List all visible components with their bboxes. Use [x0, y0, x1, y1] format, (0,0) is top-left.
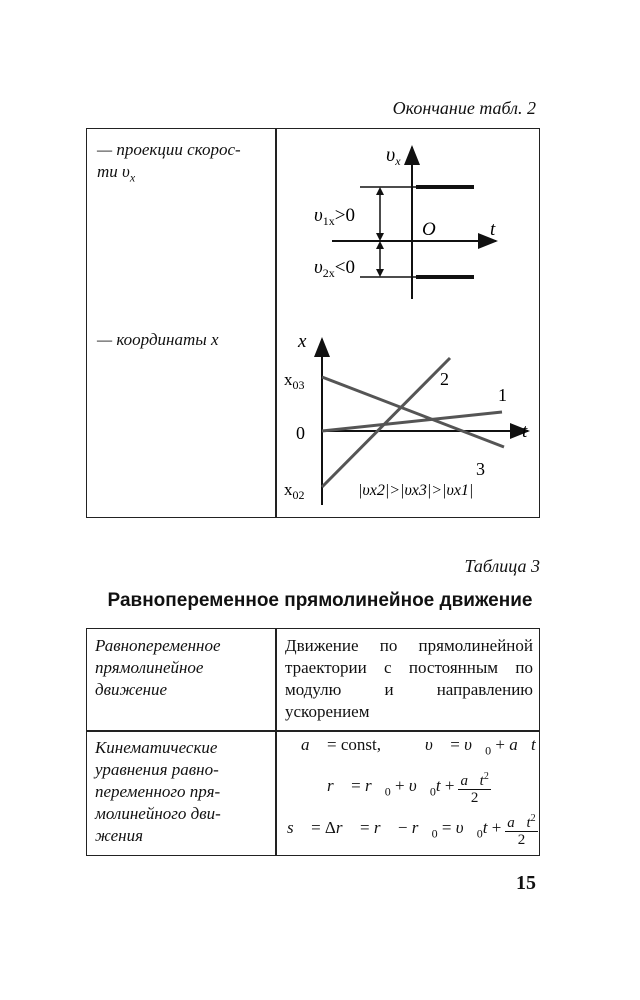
definition-uniform-motion: Движение по прямолинейной траектории с постоянным по модулю и направлению ускорением [285, 636, 533, 721]
table3-divider [275, 629, 277, 855]
v1-arrow-head-top [376, 187, 384, 195]
v2-label: $\upsilon_{2x}<0$ [314, 257, 355, 280]
equation-position: r⃗ = $r⃗_0$ + $\upsilon⃗_0t$ + $\frac{a⃗t^2}{2}$ [327, 771, 489, 806]
label-line-2-sub: x [129, 170, 136, 185]
coord-line-1 [322, 412, 502, 431]
term-line: жения [95, 826, 143, 845]
term-kinematic-equations [95, 737, 271, 847]
velocity-graph [276, 129, 538, 329]
table3 [86, 628, 540, 856]
table2-continuation [86, 128, 540, 518]
continuation-caption: Окончание табл. 2 [392, 98, 536, 118]
velocity-origin-label: O [422, 219, 436, 240]
term-line: переменного пря- [95, 782, 221, 801]
term-uniform-motion [95, 635, 271, 701]
equation-acceleration: a⃗ = const, [301, 735, 381, 754]
line-1-label: 1 [498, 385, 507, 405]
zero-label: 0 [296, 423, 305, 443]
coordinate-label: — координаты x [97, 330, 219, 349]
term-line: движение [95, 680, 168, 699]
equation-displacement: s⃗ = Δr⃗ = r⃗ − $r⃗_0$ = $\upsilon⃗_0t$ + $\frac{a⃗t^2}{2}$ [287, 813, 536, 848]
velocity-t-label: t [490, 219, 496, 240]
term-line: Кинематические [95, 738, 218, 757]
table3-caption: Таблица 3 [464, 556, 540, 576]
line-2-label: 2 [440, 369, 449, 389]
line-3-label: 3 [476, 459, 485, 479]
label-line-1: — проекции скорос- [97, 140, 241, 159]
coordinate-graph [276, 329, 538, 517]
coord-y-label: x [298, 331, 307, 352]
v1-label: $\upsilon_{1x}>0$ [314, 205, 355, 228]
term-line: молинейного дви- [95, 804, 221, 823]
velocity-y-label: $\upsilon_x$ [386, 144, 401, 168]
velocity-projection-label [97, 139, 269, 188]
coord-t-label: t [522, 421, 528, 442]
x03-label: $x_{03}$ [284, 370, 305, 392]
speed-relation-label: |υx2|>|υx3|>|υx1| [358, 482, 474, 499]
label-line-2-text: ти υ [97, 162, 130, 181]
label-line-2 [97, 161, 269, 188]
coord-line-3 [322, 377, 504, 447]
v1-arrow-head-bottom [376, 233, 384, 241]
page-number: 15 [516, 872, 536, 894]
v2-arrow-head-bottom [376, 269, 384, 277]
x02-label: $x_{02}$ [284, 480, 305, 502]
term-line: уравнения равно- [95, 760, 219, 779]
table3-heading: Равнопеременное прямолинейное движение [107, 590, 533, 611]
table3-row-divider [87, 730, 539, 732]
v2-arrow-head-top [376, 241, 384, 249]
term-line: прямолинейное [95, 658, 204, 677]
term-line: Равнопеременное [95, 636, 221, 655]
equation-velocity: υ⃗ = $\upsilon⃗_0$ + a⃗t [425, 735, 536, 758]
coord-line-2 [322, 358, 450, 487]
